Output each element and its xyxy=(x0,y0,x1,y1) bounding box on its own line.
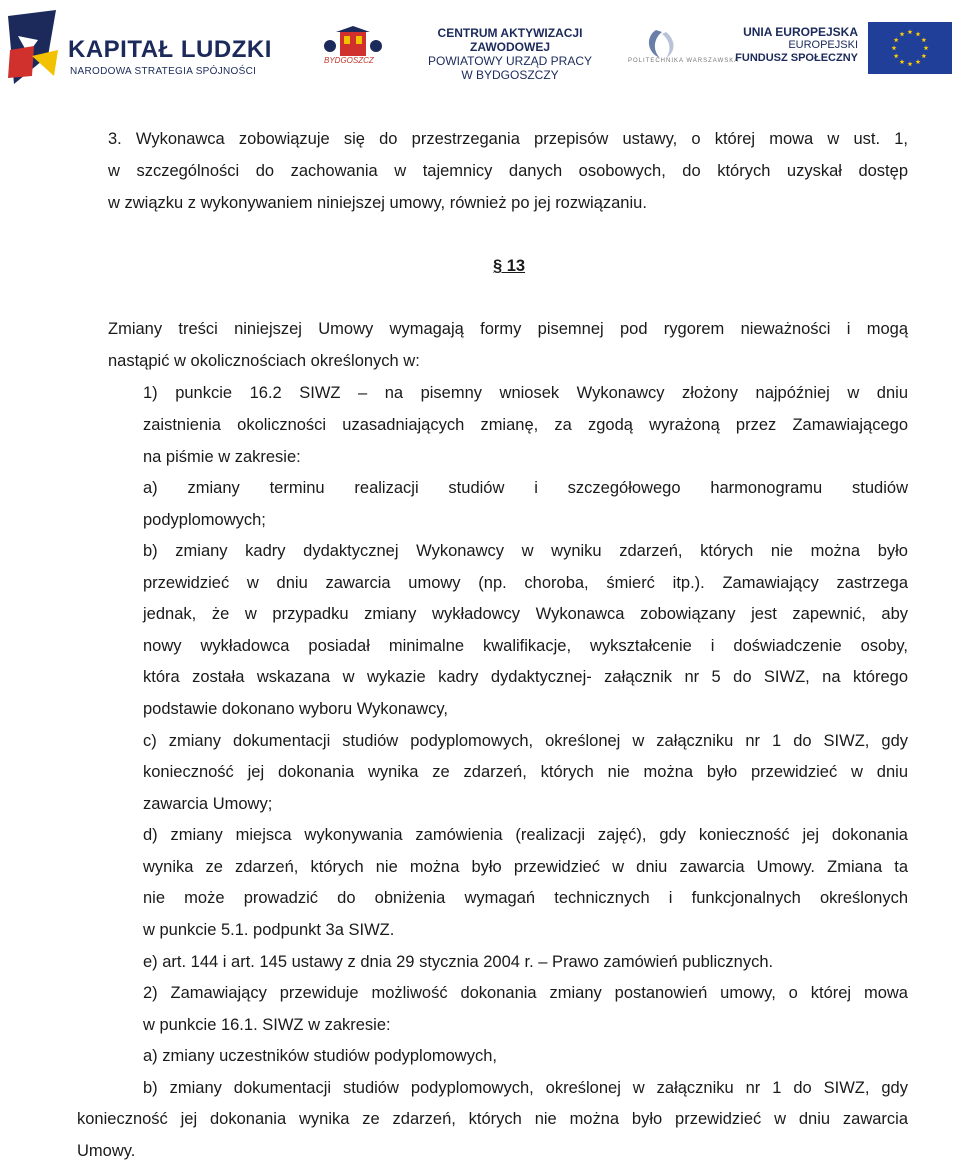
pup-line-1: CENTRUM AKTYWIZACJI ZAWODOWEJ xyxy=(437,26,583,54)
text-line: nastąpić w okolicznościach określonych w: xyxy=(108,352,420,370)
text-line: a) zmiany uczestników studiów podyplomowych, xyxy=(143,1047,497,1065)
logo-header xyxy=(0,0,960,92)
text-line: e) art. 144 i art. 145 ustawy z dnia 29 stycznia 2004 r. – Prawo zamówień publicznych. xyxy=(143,953,774,971)
text-line: na piśmie w zakresie: xyxy=(143,448,301,466)
ue-line-3: FUNDUSZ SPOŁECZNY xyxy=(735,52,858,64)
text-line: która została wskazana w wykazie kadry dydaktycznej- załącznik nr 5 do SIWZ, na którego xyxy=(143,668,908,686)
text-line: przewidzieć w dniu zawarcia umowy (np. choroba, śmierć itp.). Zamawiający zastrzega xyxy=(143,574,908,592)
text-line: podstawie dokonano wyboru Wykonawcy, xyxy=(143,700,448,718)
text-line: w punkcie 5.1. podpunkt 3a SIWZ. xyxy=(143,921,395,939)
section-heading xyxy=(0,256,960,276)
bydgoszcz-label: BYDGOSZCZ xyxy=(324,56,374,65)
text-line: Umowy. xyxy=(77,1142,136,1160)
text-line: d) zmiany miejsca wykonywania zamówienia (realizacji zajęć), gdy konieczność jej dokonania xyxy=(143,826,908,844)
text-line: nie może prowadzić do obniżenia wymagań technicznych i funkcjonalnych określonych xyxy=(143,889,908,907)
kapital-ludzki-star-icon xyxy=(4,6,60,88)
text-line: jednak, że w przypadku zmiany wykładowcy Wykonawca zobowiązany jest zapewnić, aby xyxy=(143,605,908,623)
text-line: zaistnienia okoliczności uzasadniających zmianę, za zgodą wyrażoną przez Zamawiającego xyxy=(143,416,908,434)
politechnika-label: POLITECHNIKA WARSZAWSKA xyxy=(628,58,740,64)
text-line: w związku z wykonywaniem niniejszej umowy, również po jej rozwiązaniu. xyxy=(108,194,647,212)
kapital-ludzki-title: KAPITAŁ LUDZKI xyxy=(68,36,272,63)
ue-logo-text xyxy=(724,26,858,65)
text-line: Zmiany treści niniejszej Umowy wymagają formy pisemnej pod rygorem nieważności i mogą xyxy=(108,320,908,338)
text-line: c) zmiany dokumentacji studiów podyplomowych, określonej w załączniku nr 1 do SIWZ, gdy xyxy=(143,732,908,750)
text-line: zawarcia Umowy; xyxy=(143,795,273,813)
kapital-ludzki-subtitle: NARODOWA STRATEGIA SPÓJNOŚCI xyxy=(70,66,257,77)
eu-flag-icon xyxy=(868,22,952,74)
text-line: konieczność jej dokonania wynika ze zdarzeń, których nie można było przewidzieć w dniu xyxy=(143,763,908,781)
ue-line-1: UNIA EUROPEJSKA xyxy=(743,25,858,39)
text-line: nowy wykładowca posiadał minimalne kwalifikacje, wykształcenie i doświadczenie osoby, xyxy=(143,637,908,655)
text-line: konieczność jej dokonania wynika ze zdarzeń, których nie można było przewidzieć w dniu zawarcia xyxy=(77,1110,908,1128)
pup-logo-text xyxy=(400,26,620,82)
text-line: b) zmiany dokumentacji studiów podyplomowych, określonej w załączniku nr 1 do SIWZ, gdy xyxy=(143,1079,908,1097)
text-line: 3. Wykonawca zobowiązuje się do przestrzegania przepisów ustawy, o której mowa w ust. 1, xyxy=(108,130,908,148)
ue-line-2: EUROPEJSKI xyxy=(788,39,858,51)
text-line: w punkcie 16.1. SIWZ w zakresie: xyxy=(143,1016,391,1034)
section-heading-text: § 13 xyxy=(492,257,526,275)
text-line: a) zmiany terminu realizacji studiów i szczegółowego harmonogramu studiów xyxy=(143,479,908,497)
text-line: b) zmiany kadry dydaktycznej Wykonawcy w wyniku zdarzeń, których nie można było xyxy=(143,542,908,560)
text-line: w szczególności do zachowania w tajemnicy danych osobowych, do których uzyskał dostęp xyxy=(108,162,908,180)
pup-line-3: W BYDGOSZCZY xyxy=(461,68,559,82)
text-line: 2) Zamawiający przewiduje możliwość dokonania zmiany postanowień umowy, o której mowa xyxy=(143,984,908,1002)
text-line: wynika ze zdarzeń, których nie można było przewidzieć w dniu zawarcia Umowy. Zmiana ta xyxy=(143,858,908,876)
text-line: podyplomowych; xyxy=(143,511,266,529)
pup-line-2: POWIATOWY URZĄD PRACY xyxy=(427,54,592,68)
text-line: 1) punkcie 16.2 SIWZ – na pisemny wniosek Wykonawcy złożony najpóźniej w dniu xyxy=(143,384,908,402)
